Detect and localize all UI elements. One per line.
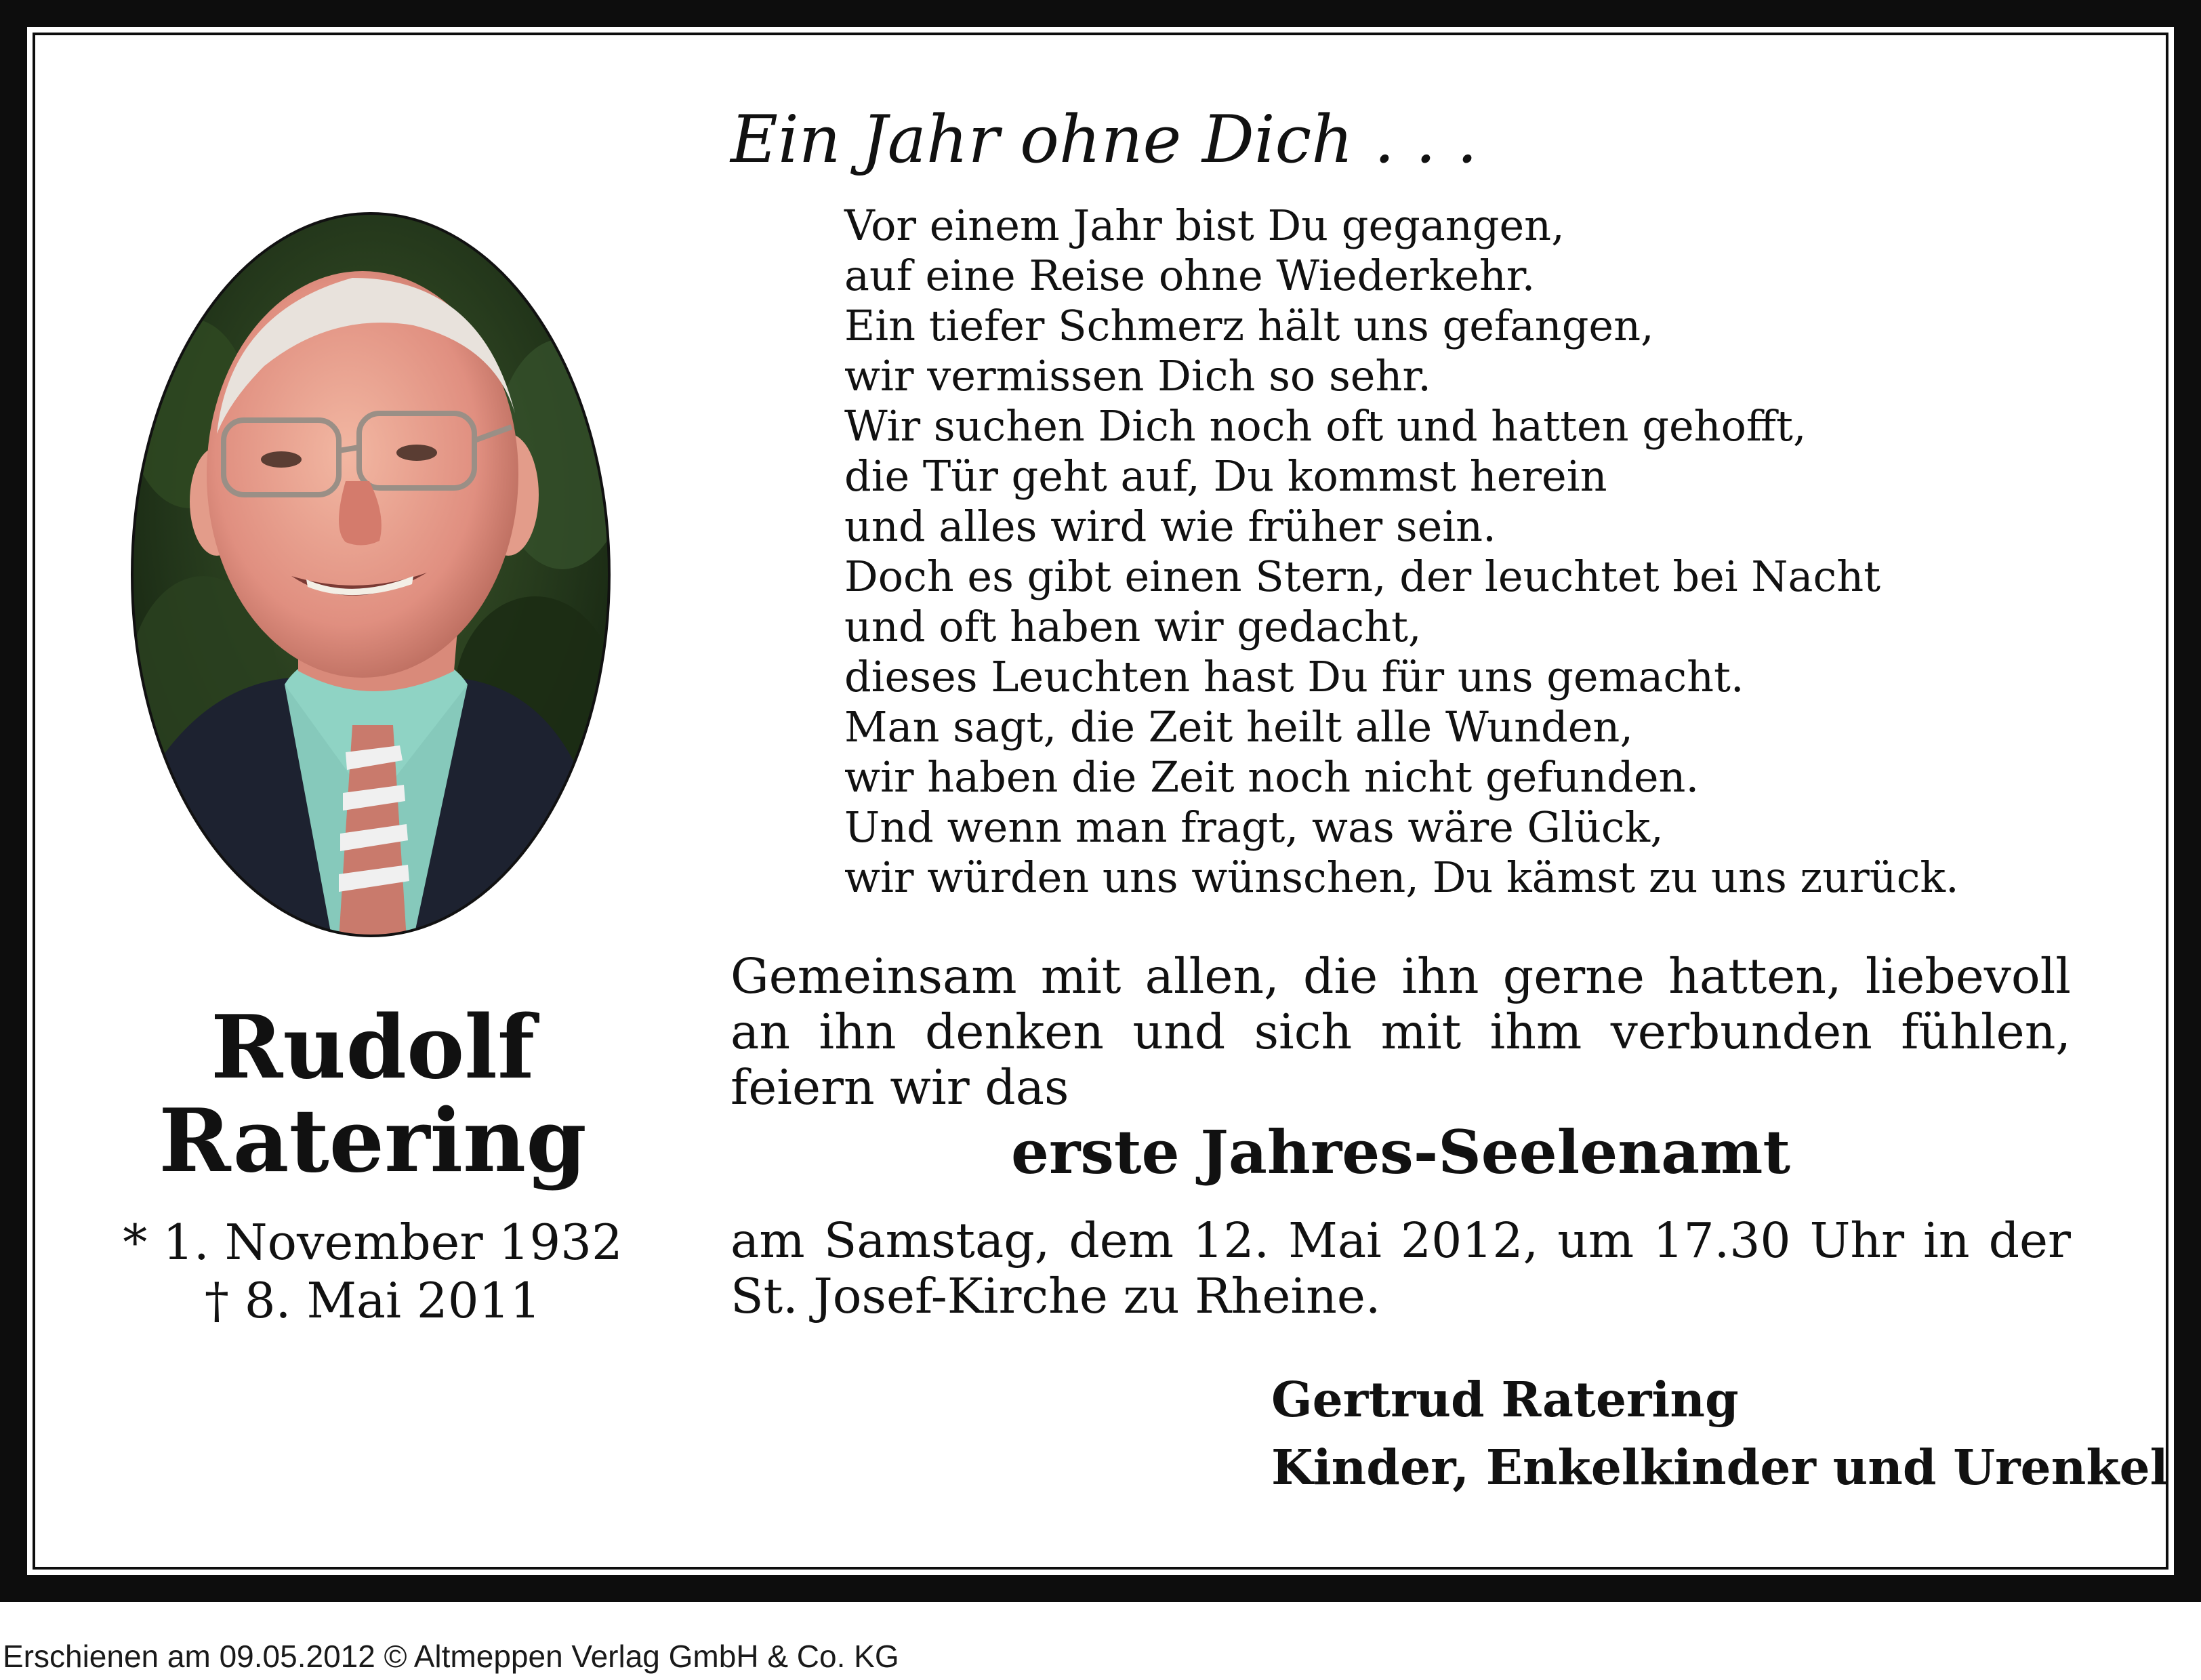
poem-line: wir vermissen Dich so sehr.: [844, 351, 1431, 401]
poem-line: und oft haben wir gedacht,: [844, 602, 1422, 651]
service-details: am Samstag, dem 12. Mai 2012, um 17.30 Uhr in der St. Josef-Kirche zu Rheine.: [731, 1212, 2071, 1324]
poem-line: Und wenn man fragt, was wäre Glück,: [844, 802, 1664, 852]
poem-line: und alles wird wie früher sein.: [844, 501, 1496, 551]
deceased-last-name: Ratering: [159, 1090, 587, 1192]
poem: [844, 201, 2132, 903]
announcement-intro: Gemeinsam mit allen, die ihn gerne hatten, liebevoll an ihn denken und sich mit ihm verbunden fühlen, feiern wir das: [731, 948, 2071, 1115]
poem-line: wir haben die Zeit noch nicht gefunden.: [844, 752, 1700, 802]
poem-line: dieses Leuchten hast Du für uns gemacht.: [844, 652, 1744, 701]
birth-date: * 1. November 1932: [123, 1214, 623, 1271]
signature-primary: Gertrud Ratering: [1271, 1371, 1739, 1428]
deceased-first-name: Rudolf: [211, 997, 535, 1099]
poem-line: Ein tiefer Schmerz hält uns gefangen,: [844, 301, 1654, 350]
poem-line: wir würden uns wünschen, Du kämst zu uns zurück.: [844, 853, 1959, 902]
death-date: † 8. Mai 2011: [204, 1272, 541, 1329]
poem-line: auf eine Reise ohne Wiederkehr.: [844, 251, 1536, 300]
poem-line: Man sagt, die Zeit heilt alle Wunden,: [844, 702, 1634, 752]
service-title: erste Jahres-Seelenamt: [1011, 1117, 1790, 1187]
headline: Ein Jahr ohne Dich . . .: [731, 102, 1478, 178]
publication-credit: Erschienen am 09.05.2012 © Altmeppen Verlag GmbH & Co. KG: [3, 1639, 899, 1674]
portrait-photo: [129, 210, 613, 939]
poem-line: Doch es gibt einen Stern, der leuchtet bei Nacht: [844, 552, 1881, 601]
poem-line: Vor einem Jahr bist Du gegangen,: [844, 201, 1565, 250]
poem-line: die Tür geht auf, Du kommst herein: [844, 451, 1607, 501]
signature-family: Kinder, Enkelkinder und Urenkel: [1271, 1439, 2168, 1496]
poem-line: Wir suchen Dich noch oft und hatten gehofft,: [844, 401, 1807, 451]
